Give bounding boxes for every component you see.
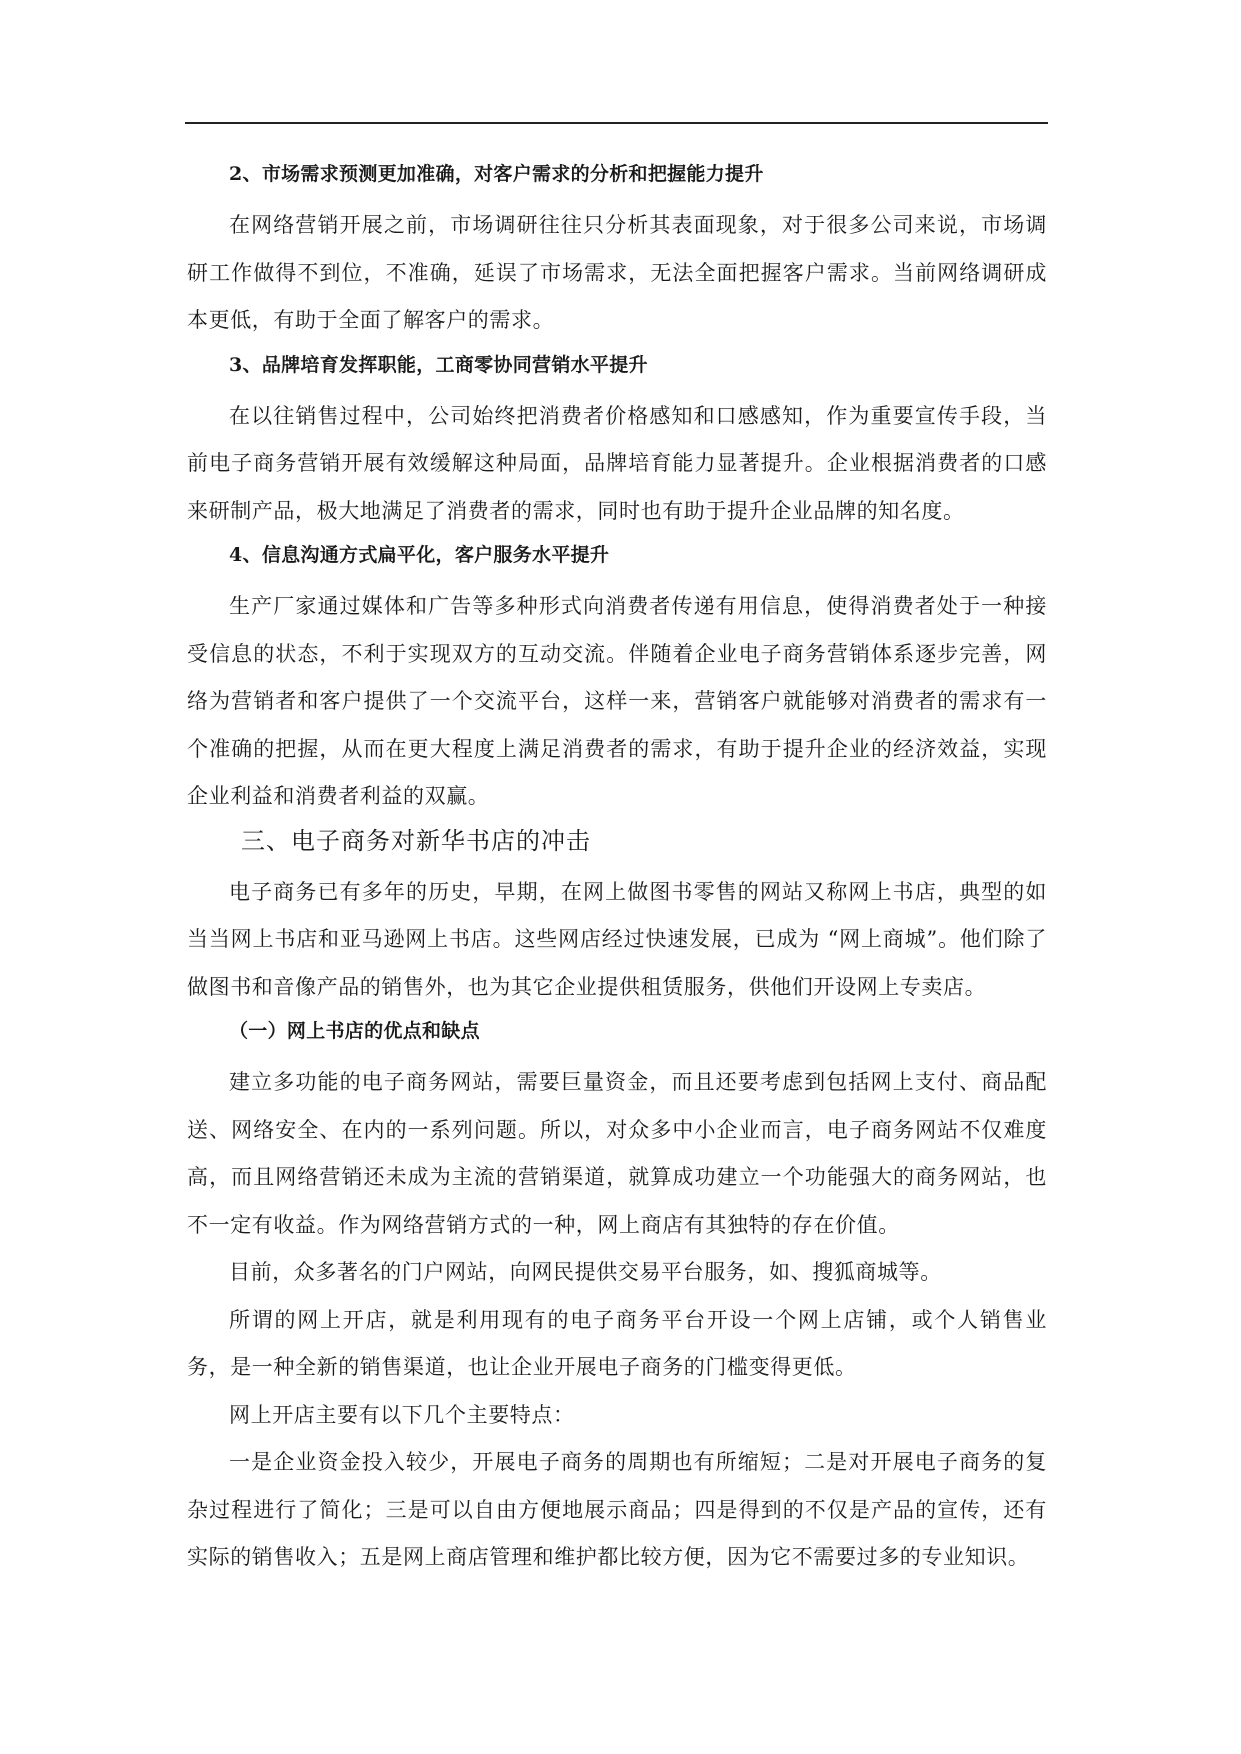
subsection-heading-1: （一）网上书店的优点和缺点	[229, 1020, 480, 1042]
paragraph-website-costs: 建立多功能的电子商务网站，需要巨量资金，而且还要考虑到包括网上支付、商品配送、网络安全、在内的一系列问题。所以，对众多中小企业而言，电子商务网站不仅难度高，而且网络营销还未成为主流的营销渠道，就算成功建立一个功能强大的商务网站，也不一定有收益。作为网络营销方式的一种，网上商店有其独特的存在价值。	[187, 1070, 1047, 1237]
section-heading-3: 3、品牌培育发挥职能，工商零协同营销水平提升	[229, 353, 648, 376]
section-heading-4: 4、信息沟通方式扁平化，客户服务水平提升	[229, 544, 610, 566]
paragraph-information-communication: 生产厂家通过媒体和广告等多种形式向消费者传递有用信息，使得消费者处于一种接受信息的状态，不利于实现双方的互动交流。伴随着企业电子商务营销体系逐步完善，网络为营销者和客户提供了一个交流平台，这样一来，营销客户就能够对消费者的需求有一个准确的把握，从而在更大程度上满足消费者的需求，有助于提升企业的经济效益，实现企业利益和消费者利益的双赢。	[187, 594, 1047, 808]
paragraph-features-list: 一是企业资金投入较少，开展电子商务的周期也有所缩短；二是对开展电子商务的复杂过程进行了简化；三是可以自由方便地展示商品；四是得到的不仅是产品的宣传，还有实际的销售收入；五是网上商店管理和维护都比较方便，因为它不需要过多的专业知识。	[187, 1450, 1047, 1569]
paragraph-features-intro: 网上开店主要有以下几个主要特点：	[229, 1402, 575, 1427]
paragraph-brand-cultivation: 在以往销售过程中，公司始终把消费者价格感知和口感感知，作为重要宣传手段，当前电子商务营销开展有效缓解这种局面，品牌培育能力显著提升。企业根据消费者的口感来研制产品，极大地满足了消费者的需求，同时也有助于提升企业品牌的知名度。	[187, 403, 1047, 523]
section-heading-2: 2、市场需求预测更加准确，对客户需求的分析和把握能力提升	[229, 163, 764, 185]
header-rule	[185, 122, 1048, 124]
paragraph-online-store-definition: 所谓的网上开店，就是利用现有的电子商务平台开设一个网上店铺，或个人销售业务，是一种全新的销售渠道，也让企业开展电子商务的门槛变得更低。	[187, 1307, 1047, 1379]
paragraph-portal-sites: 目前，众多著名的门户网站，向网民提供交易平台服务，如、搜狐商城等。	[229, 1260, 942, 1284]
paragraph-market-demand: 在网络营销开展之前，市场调研往往只分析其表面现象，对于很多公司来说，市场调研工作做得不到位，不准确，延误了市场需求，无法全面把握客户需求。当前网络调研成本更低，有助于全面了解客户的需求。	[187, 213, 1047, 332]
document-body	[187, 160, 1047, 1582]
chapter-heading-3: 三、电子商务对新华书店的冲击	[241, 826, 591, 855]
paragraph-ecommerce-history: 电子商务已有多年的历史，早期，在网上做图书零售的网站又称网上书店，典型的如当当网上书店和亚马逊网上书店。这些网店经过快速发展，已成为 “网上商城”。他们除了做图书和音像产品的销售外，也为其它企业提供租赁服务，供他们开设网上专卖店。	[187, 879, 1047, 999]
